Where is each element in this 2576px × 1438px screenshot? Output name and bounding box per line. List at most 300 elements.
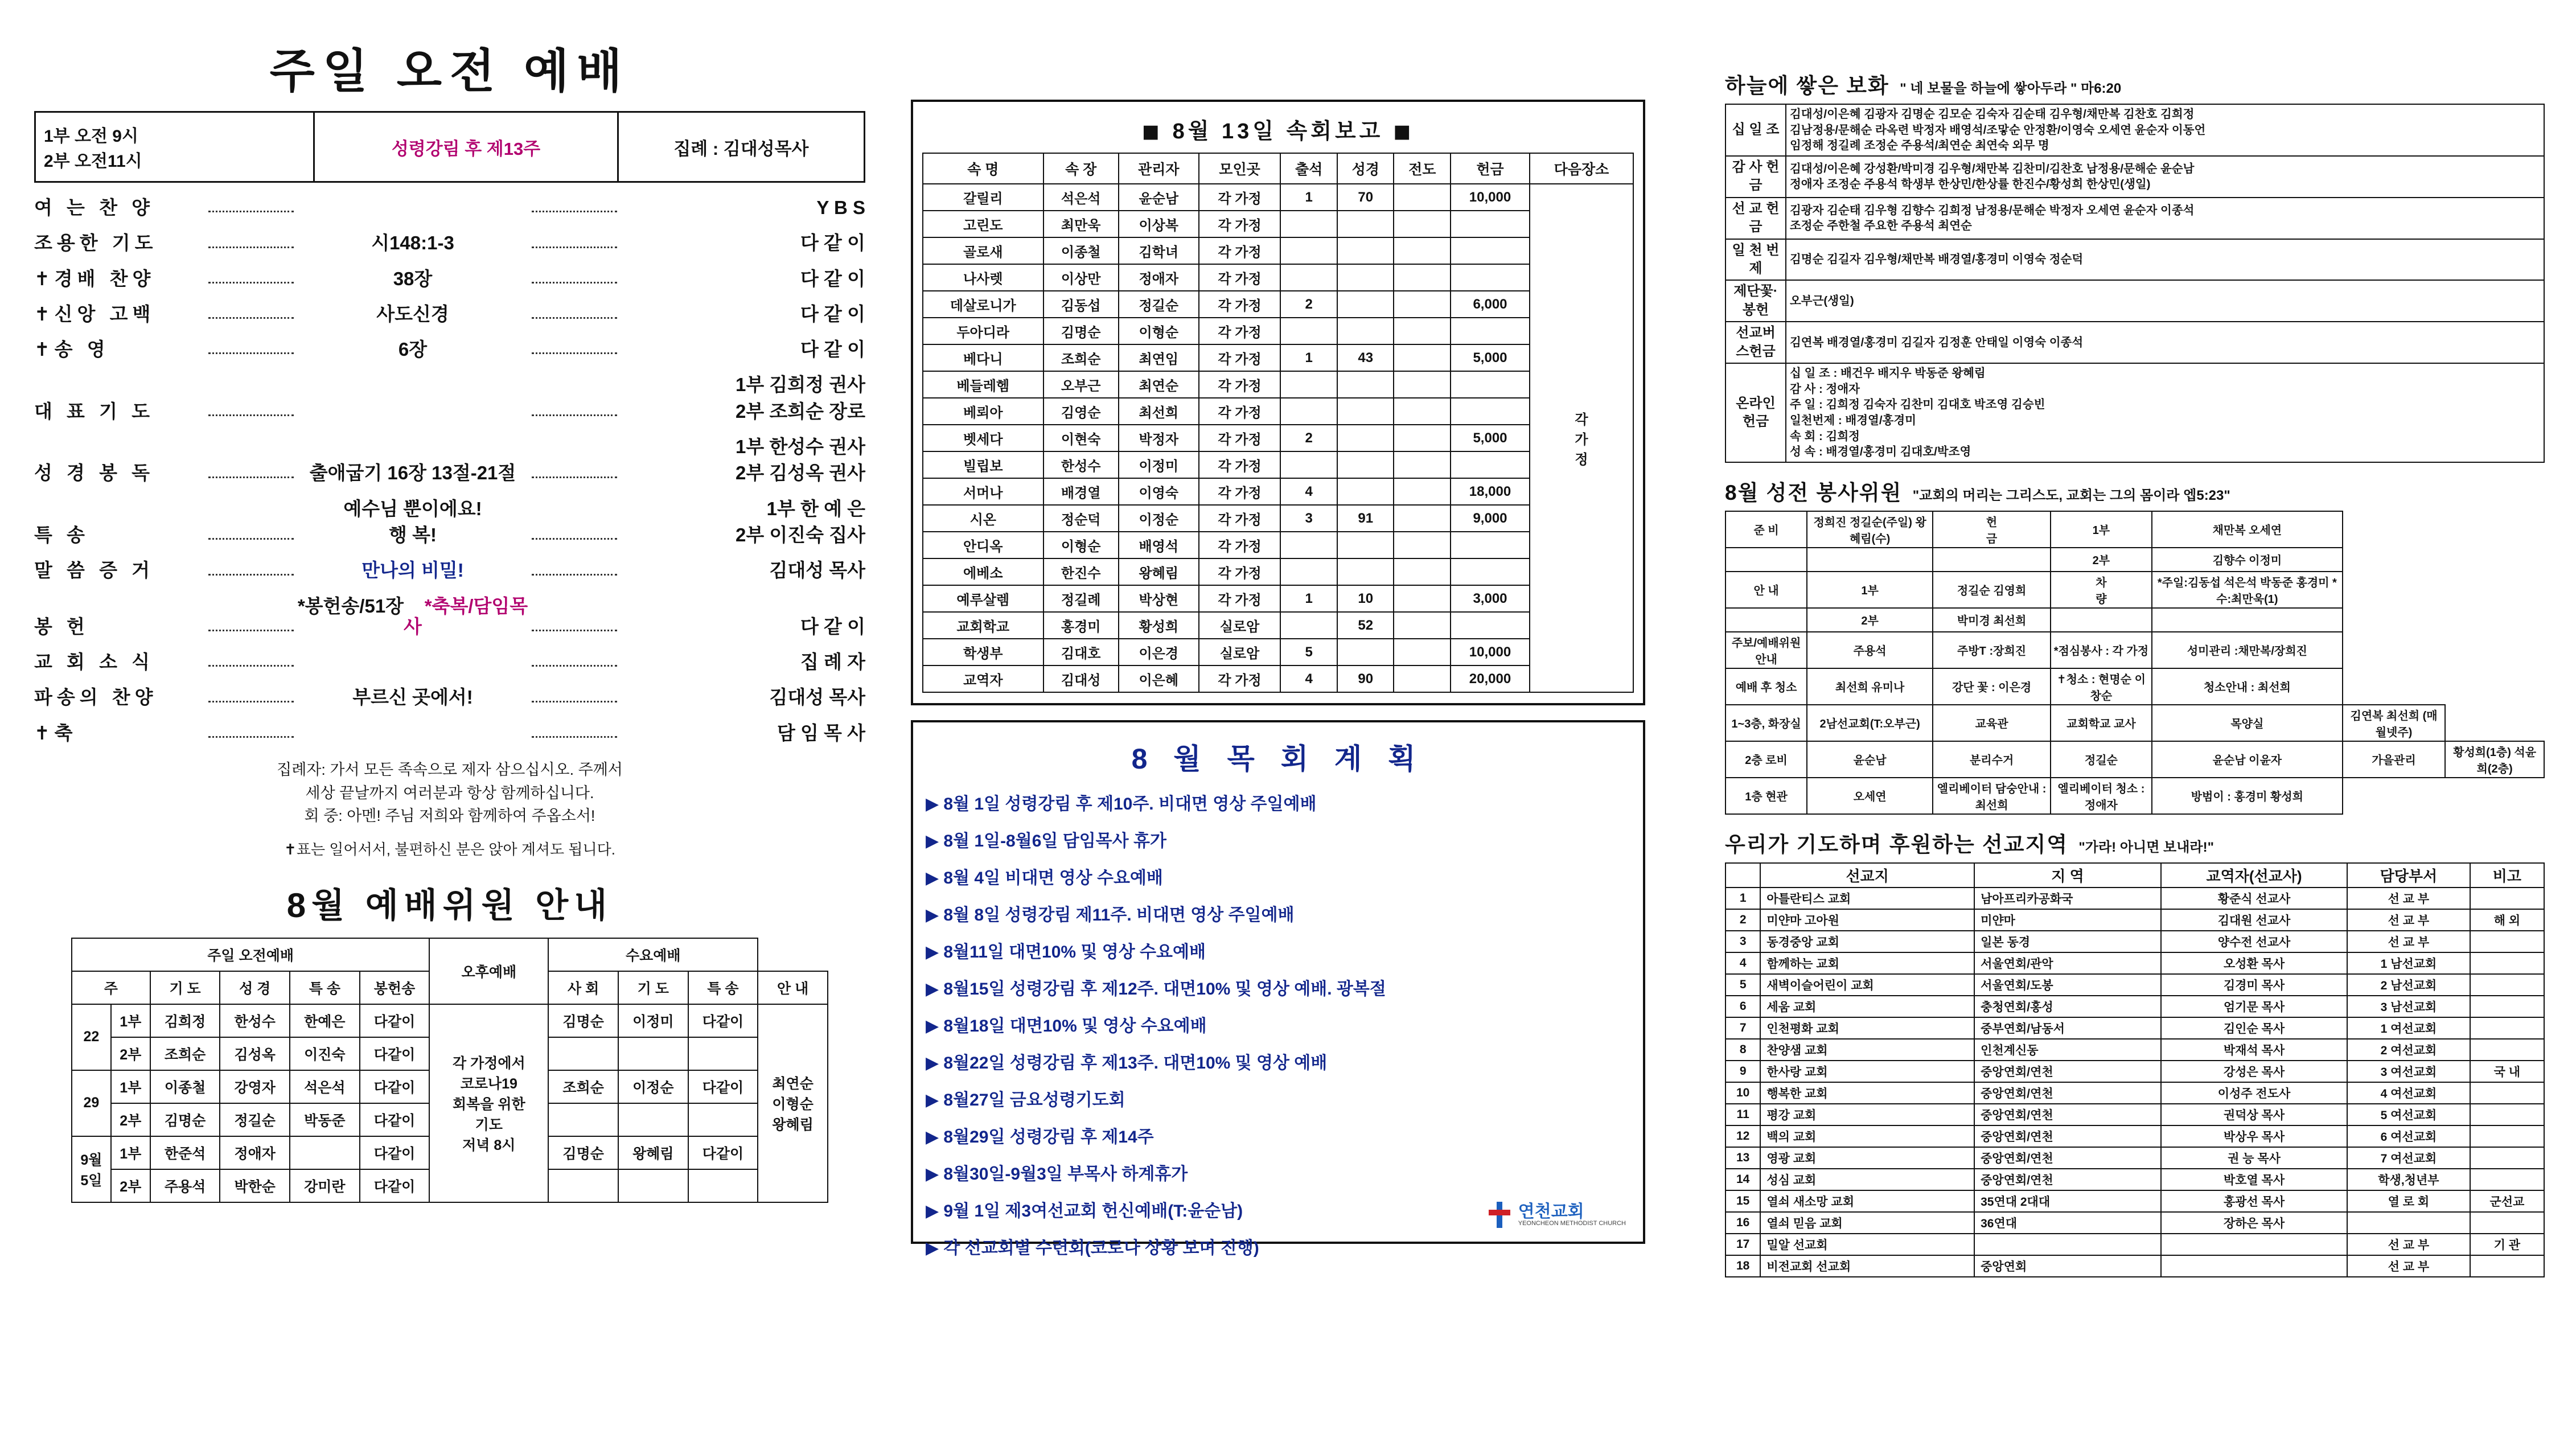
table-cell: 3 [1725,931,1760,952]
wed-cell: 다같이 [688,1070,758,1103]
table-cell: 각 가정 [1199,211,1281,237]
wed-cell: 다같이 [688,1136,758,1169]
committee-cell: 강영자 [220,1070,290,1103]
table-cell [1394,318,1451,344]
order-label: ✝송 영 [34,339,110,360]
committee-cell [290,1136,360,1169]
table-cell [1337,639,1394,665]
table-cell: 비전교회 선교회 [1760,1255,1974,1277]
wed-cell [618,1169,688,1202]
table-cell: 14 [1725,1169,1760,1190]
dot-leader [532,466,617,478]
table-cell [1451,237,1530,264]
table-cell [2470,1169,2544,1190]
committee-cell: 다같이 [360,1169,430,1202]
dot-leader [532,619,617,631]
table-cell: 강성은 목사 [2161,1061,2347,1082]
table-cell: 열쇠 믿음 교회 [1760,1212,1974,1234]
order-detail: 사도신경 [376,303,449,324]
table-cell: 안디옥 [923,532,1043,558]
table-row [1725,1190,2544,1212]
offering-names: 김대성/이은혜 강성환/박미경 김우형/채만복 김찬미/김찬호 남정용/문해순 윤순남 정애자 조정순 주용석 학생부 한상민/한상률 한진수/황성희 한상민(생일) [1786,156,2544,198]
offering-category: 온라인헌금 [1725,363,1786,462]
duty-cell: 안 내 [1725,572,1807,608]
cross-icon [1486,1202,1513,1228]
duty-cell [2051,608,2152,632]
table-row [923,371,1633,398]
dot-leader [208,691,294,702]
table-cell: 찬양샘 교회 [1760,1039,1974,1061]
table-cell: 이은혜 [1119,665,1199,692]
duty-quote: "교회의 머리는 그리스도, 교회는 그의 몸이라 엡5:23" [1912,487,2230,503]
table-cell: 36연대 [1974,1212,2161,1234]
table-cell: 나사렛 [923,264,1043,291]
order-detail: 부르신 곳에서! [352,687,473,708]
table-row [1725,1039,2544,1061]
offering-category: 십 일 조 [1725,104,1786,156]
duty-cell: 가을관리 [2343,741,2445,778]
order-label: 말 씀 증 거 [34,560,155,581]
offering-row [1725,280,2544,322]
committee-cell: 강미란 [290,1169,360,1202]
table-cell [1337,425,1394,451]
duty-cell [1807,548,1933,572]
table-cell: 홍경미 [1043,612,1119,639]
wed-cell: 김명순 [548,1136,618,1169]
table-cell [1280,558,1337,585]
table-cell: 배경열 [1043,478,1119,505]
duty-cell: 2층 로비 [1725,741,1807,778]
offering-names: 십 일 조 : 배건우 배지우 박동준 왕혜림 감 사 : 정애자 주 일 : 김희정 김숙자 김찬미 김대호 박조영 김승빈 일천번제 : 배경열/홍경미 속 회 : 김희정 성 속 : 배경열/홍경미 김대호/박조영 [1786,363,2544,462]
table-cell [1280,398,1337,425]
plan-item: ▶ 각 선교회별 수련회(코로나 상황 보며 진행) [926,1239,1259,1258]
church-logo-text [1518,1203,1626,1227]
table-cell: 학생부 [923,639,1043,665]
table-cell: 남아프리카공화국 [1974,888,2161,909]
dot-leader [532,528,617,540]
table-cell: 이상만 [1043,264,1119,291]
offering-names: 오부근(생일) [1786,280,2544,322]
table-cell: 11 [1725,1104,1760,1125]
offering-row [1725,156,2544,198]
table-cell [2470,1212,2544,1234]
table-cell: 각 가정 [1199,558,1281,585]
duty-cell: 분리수거 [1933,741,2051,778]
table-cell [1280,612,1337,639]
table-cell [1394,451,1451,478]
table-cell [2470,1104,2544,1125]
table-cell: 9 [1725,1061,1760,1082]
column-header: 선교지 [1760,863,1974,888]
column-header: 다음장소 [1530,153,1633,184]
table-cell: 갈릴리 [923,184,1043,211]
table-cell: 3 여선교회 [2347,1061,2470,1082]
table-cell: 에베소 [923,558,1043,585]
table-row [923,318,1633,344]
table-cell [1394,211,1451,237]
table-cell: 중앙연회/연천 [1974,1125,2161,1147]
table-cell [1394,344,1451,371]
duty-row [1725,548,2544,572]
table-row [923,665,1633,692]
table-cell [1451,371,1530,398]
order-person: 다 같 이 [800,615,865,637]
duty-cell [1933,548,2051,572]
table-cell: 교역자 [923,665,1043,692]
table-cell: 15 [1725,1190,1760,1212]
committee-part: 1부 [111,1136,150,1169]
duty-table [1725,511,2545,815]
table-cell: 이정순 [1119,505,1199,532]
plan-item: ▶ 8월27일 금요성령기도회 [926,1091,1125,1110]
mission-quote: "가라! 아니면 보내라!" [2078,839,2214,855]
duty-cell: 준 비 [1725,511,1807,548]
order-person: 다 같 이 [800,232,865,254]
table-cell: 18,000 [1451,478,1530,505]
committee-cell: 김명순 [150,1103,220,1136]
table-cell: 시온 [923,505,1043,532]
order-label: ✝신앙 고백 [34,303,155,324]
duty-cell: 엘리베이터 담숭안내 : 최선희 [1933,778,2051,814]
table-row [923,558,1633,585]
table-cell: 이종철 [1043,237,1119,264]
order-detail: 출애굽기 16장 13절-21절 [309,462,516,484]
column-header: 지 역 [1974,863,2161,888]
table-row [1725,1147,2544,1169]
table-cell: 박재석 목사 [2161,1039,2347,1061]
liturgical-season: 성령강림 후 제13주 [315,113,619,181]
duty-cell: 엘리베이터 청소 : 정애자 [2051,778,2152,814]
duty-cell: 목양실 [2152,705,2343,741]
cell-report-title: ◼ 8월 13일 속회보고 ◼ [1141,120,1415,143]
worship-committee-table [71,938,828,1203]
offering-row [1725,104,2544,156]
table-cell: 두아디라 [923,318,1043,344]
order-person: Y B S [816,197,865,218]
committee-group-header: 수요예배 [548,938,758,971]
committee-cell: 다같이 [360,1037,430,1070]
committee-cell: 김성옥 [220,1037,290,1070]
table-cell [2470,1255,2544,1277]
table-cell: 5 여선교회 [2347,1104,2470,1125]
table-cell: 예루살렘 [923,585,1043,612]
table-cell: 중앙연회/연천 [1974,1061,2161,1082]
monthly-plan-panel [911,720,1645,1258]
table-cell: 영광 교회 [1760,1147,1974,1169]
table-cell: 김경미 목사 [2161,974,2347,996]
table-cell [1394,425,1451,451]
table-cell: 7 [1725,1017,1760,1039]
duty-row [1725,511,2544,548]
table-cell: 12 [1725,1125,1760,1147]
duty-row [1725,668,2544,705]
duty-cell [2152,608,2343,632]
dot-leader [532,272,617,284]
column-header: 속 장 [1043,153,1119,184]
order-person: 1부 김희정 권사 2부 조희순 장로 [736,374,865,422]
duty-row [1725,741,2544,778]
table-cell [2470,1017,2544,1039]
table-row [1725,974,2544,996]
order-person: 집 례 자 [800,651,865,673]
table-cell: 장하은 목사 [2161,1212,2347,1234]
wed-cell: 왕혜림 [618,1136,688,1169]
committee-week: 9월 5일 [72,1136,111,1202]
table-cell: 엄기문 목사 [2161,996,2347,1017]
table-cell: 1 [1280,184,1337,211]
plan-item: ▶ 8월18일 대면10% 및 영상 수요예배 [926,1017,1207,1036]
table-row [1725,888,2544,909]
table-cell [2470,1039,2544,1061]
duty-cell: 윤순남 이윤자 [2152,741,2343,778]
duty-cell: 2부 [2051,548,2152,572]
table-row [923,211,1633,237]
committee-cell: 한성수 [220,1004,290,1037]
table-row [923,398,1633,425]
order-person: 다 같 이 [800,339,865,360]
order-row [34,233,865,253]
table-cell: 석은석 [1043,184,1119,211]
table-row [1725,1212,2544,1234]
table-cell [1394,291,1451,318]
order-row [34,339,865,360]
column-header: 출석 [1280,153,1337,184]
plan-item: ▶ 8월 8일 성령강림 제11주. 비대면 영상 주일예배 [926,906,1295,925]
table-row [1725,1234,2544,1255]
table-cell: 오성환 목사 [2161,952,2347,974]
table-cell: 52 [1337,612,1394,639]
column-header: 담당부서 [2347,863,2470,888]
duty-cell: 강단 꽃 : 이은경 [1933,668,2051,705]
table-cell [1280,237,1337,264]
table-cell: 황성희 [1119,612,1199,639]
plan-item: ▶ 8월15일 성령강림 후 제12주. 대면10% 및 영상 예배. 광복절 [926,980,1386,999]
table-cell [1394,612,1451,639]
table-cell: 6 [1725,996,1760,1017]
afternoon-note: 각 가정에서 코로나19 회복을 위한 기도 저녁 8시 [429,1004,548,1202]
cell-report-panel [911,100,1645,705]
table-cell: 3 [1280,505,1337,532]
duty-cell: 정길순 [2051,741,2152,778]
table-cell: 각 가정 [1199,505,1281,532]
table-cell: 각 가정 [1199,425,1281,451]
table-cell [1451,451,1530,478]
duty-header [1725,475,2545,506]
order-of-worship [34,198,865,743]
table-cell: 각 가정 [1199,398,1281,425]
table-cell: 5,000 [1451,344,1530,371]
table-cell [1337,371,1394,398]
table-cell [1394,558,1451,585]
service-info-box [34,111,865,183]
next-location: 각 가 정 [1530,184,1633,692]
committee-week: 22 [72,1004,111,1070]
table-cell: 이현숙 [1043,425,1119,451]
table-cell: 한사랑 교회 [1760,1061,1974,1082]
table-row [1725,1082,2544,1104]
service-times [36,113,315,181]
table-cell: 35연대 2대대 [1974,1190,2161,1212]
table-cell: 최선희 [1119,398,1199,425]
wed-cell [618,1037,688,1070]
table-cell: 각 가정 [1199,344,1281,371]
table-cell: 5 [1725,974,1760,996]
table-cell [1451,612,1530,639]
dot-leader [532,564,617,576]
monthly-plan-title: 8 월 목 회 계 획 [1131,743,1425,775]
wed-cell: 김명순 [548,1004,618,1037]
table-cell: 정애자 [1119,264,1199,291]
dot-leader [208,272,294,284]
duty-cell: 채만복 오세연 [2152,511,2343,548]
offering-names: 김대성/이은혜 김광자 김명순 김모순 김숙자 김순태 김우형/채만복 김찬호 김희정 김남정용/문해순 라옥련 박정자 배영석/조맣순 안정환/이영숙 오세연 윤순자 이동언 임정해 정길례 조정순 주용석/최연순 최연숙 외무 명 [1786,104,2544,156]
committee-sub-header: 기 도 [150,971,220,1004]
plan-item: ▶ 8월30일-9월3일 부목사 하계휴가 [926,1165,1188,1184]
table-cell: 13 [1725,1147,1760,1169]
table-cell: 선 교 부 [2347,909,2470,931]
service-time-2: 2부 오전11시 [44,152,142,171]
table-cell: 90 [1337,665,1394,692]
table-cell: 조희순 [1043,344,1119,371]
blessing-note-line-1: 집례자: 가서 모든 족속으로 제자 삼으십시오. 주께서 [277,761,623,779]
committee-sub-header: 주 [72,971,150,1004]
table-cell [1394,665,1451,692]
table-cell: 9,000 [1451,505,1530,532]
table-cell: 실로암 [1199,612,1281,639]
column-header: 관리자 [1119,153,1199,184]
table-cell: 2 여선교회 [2347,1039,2470,1061]
table-cell: 동경중앙 교회 [1760,931,1974,952]
table-cell: 왕혜림 [1119,558,1199,585]
duty-cell: 정희진 정길순(주일) 왕혜림(수) [1807,511,1933,548]
dot-leader [532,404,617,416]
order-row [34,304,865,324]
table-cell: 2 [1280,291,1337,318]
table-cell [2470,1082,2544,1104]
blessing-note [34,758,865,828]
committee-part: 2부 [111,1103,150,1136]
table-cell [1337,398,1394,425]
table-cell: 선 교 부 [2347,1234,2470,1255]
table-cell: 권덕상 목사 [2161,1104,2347,1125]
church-name: 연천교회 [1518,1202,1584,1221]
table-cell [1337,558,1394,585]
table-row [923,184,1633,211]
table-cell: 91 [1337,505,1394,532]
table-cell: 밀알 선교회 [1760,1234,1974,1255]
table-cell: 1 남선교회 [2347,952,2470,974]
table-cell: 중앙연회 [1974,1255,2161,1277]
offering-names: 김광자 김순태 김우형 김향수 김희정 남정용/문해순 박정자 오세연 윤순자 이종석 조정순 주한철 주요한 주용석 최연순 [1786,198,2544,239]
plan-item: ▶ 8월11일 대면10% 및 영상 수요예배 [926,943,1206,962]
duty-cell: 주용석 [1807,632,1933,668]
duty-cell: 주방T :장희진 [1933,632,2051,668]
table-cell [1974,1234,2161,1255]
table-cell: 군선교 [2470,1190,2544,1212]
committee-cell: 주용석 [150,1169,220,1202]
offering-category: 선 교 헌 금 [1725,198,1786,239]
duty-title: 8월 성전 봉사위원 [1725,480,1903,504]
table-row [1725,1017,2544,1039]
offering-row [1725,363,2544,462]
dot-leader [208,404,294,416]
table-cell: 김인순 목사 [2161,1017,2347,1039]
table-cell [1280,532,1337,558]
duty-cell: *주일:김동섭 석은석 박동준 홍경미 *수:최만욱(1) [2152,572,2343,608]
table-cell [1451,532,1530,558]
dot-leader [532,236,617,248]
offering-category: 감 사 헌 금 [1725,156,1786,198]
table-cell: 중앙연회/연천 [1974,1082,2161,1104]
table-cell: 오부근 [1043,371,1119,398]
offering-names: 김명순 김길자 김우형/채만복 배경열/홍경미 이영숙 정순덕 [1786,239,2544,281]
order-person: 다 같 이 [800,268,865,289]
wed-guide: 최연순 이형순 왕혜림 [758,1004,828,1202]
order-label: 봉 헌 [34,615,89,637]
table-cell: 4 여선교회 [2347,1082,2470,1104]
table-cell: 16 [1725,1212,1760,1234]
table-cell: 선 교 부 [2347,1255,2470,1277]
table-cell: 한진수 [1043,558,1119,585]
table-cell: 서머나 [923,478,1043,505]
table-cell: 국 내 [2470,1061,2544,1082]
table-cell: 벳세다 [923,425,1043,451]
table-cell [1337,451,1394,478]
table-cell: 4 [1280,665,1337,692]
table-cell: 각 가정 [1199,585,1281,612]
wed-cell: 다같이 [688,1004,758,1037]
table-row [72,1004,828,1037]
table-cell: 정길순 [1119,291,1199,318]
table-cell: 1 [1280,344,1337,371]
table-cell: 선 교 부 [2347,888,2470,909]
order-person: 1부 한성수 권사 2부 김성옥 권사 [736,436,865,484]
table-cell: 김학녀 [1119,237,1199,264]
column-header: 속 명 [923,153,1043,184]
order-row [34,269,865,289]
duty-row [1725,632,2544,668]
table-cell [1451,264,1530,291]
table-cell: 정길례 [1043,585,1119,612]
table-cell: 이형순 [1043,532,1119,558]
dot-leader [532,342,617,354]
table-cell: 70 [1337,184,1394,211]
table-cell: 각 가정 [1199,371,1281,398]
table-cell: 최만욱 [1043,211,1119,237]
committee-title: 8월 예배위원 안내 [286,886,613,925]
table-cell: 중부연회/남동서 [1974,1017,2161,1039]
committee-sub-header: 봉헌송 [360,971,430,1004]
plan-item: ▶ 8월 4일 비대면 영상 수요예배 [926,869,1163,888]
order-label: 여 는 찬 양 [34,197,155,218]
committee-cell: 박동준 [290,1103,360,1136]
committee-group-header: 주일 오전예배 [72,938,429,971]
table-cell: 5 [1280,639,1337,665]
mission-table [1725,862,2545,1277]
dot-leader [208,466,294,478]
table-cell: 각 가정 [1199,237,1281,264]
committee-sub-header: 사 회 [548,971,618,1004]
table-cell [1394,585,1451,612]
table-cell: 미얀마 [1974,909,2161,931]
table-cell: 3 남선교회 [2347,996,2470,1017]
offering-row [1725,198,2544,239]
order-row [34,723,865,743]
duty-cell: 2부 [1807,608,1933,632]
table-cell: 각 가정 [1199,264,1281,291]
duty-row [1725,608,2544,632]
officiant: 집례 : 김대성목사 [673,138,809,159]
